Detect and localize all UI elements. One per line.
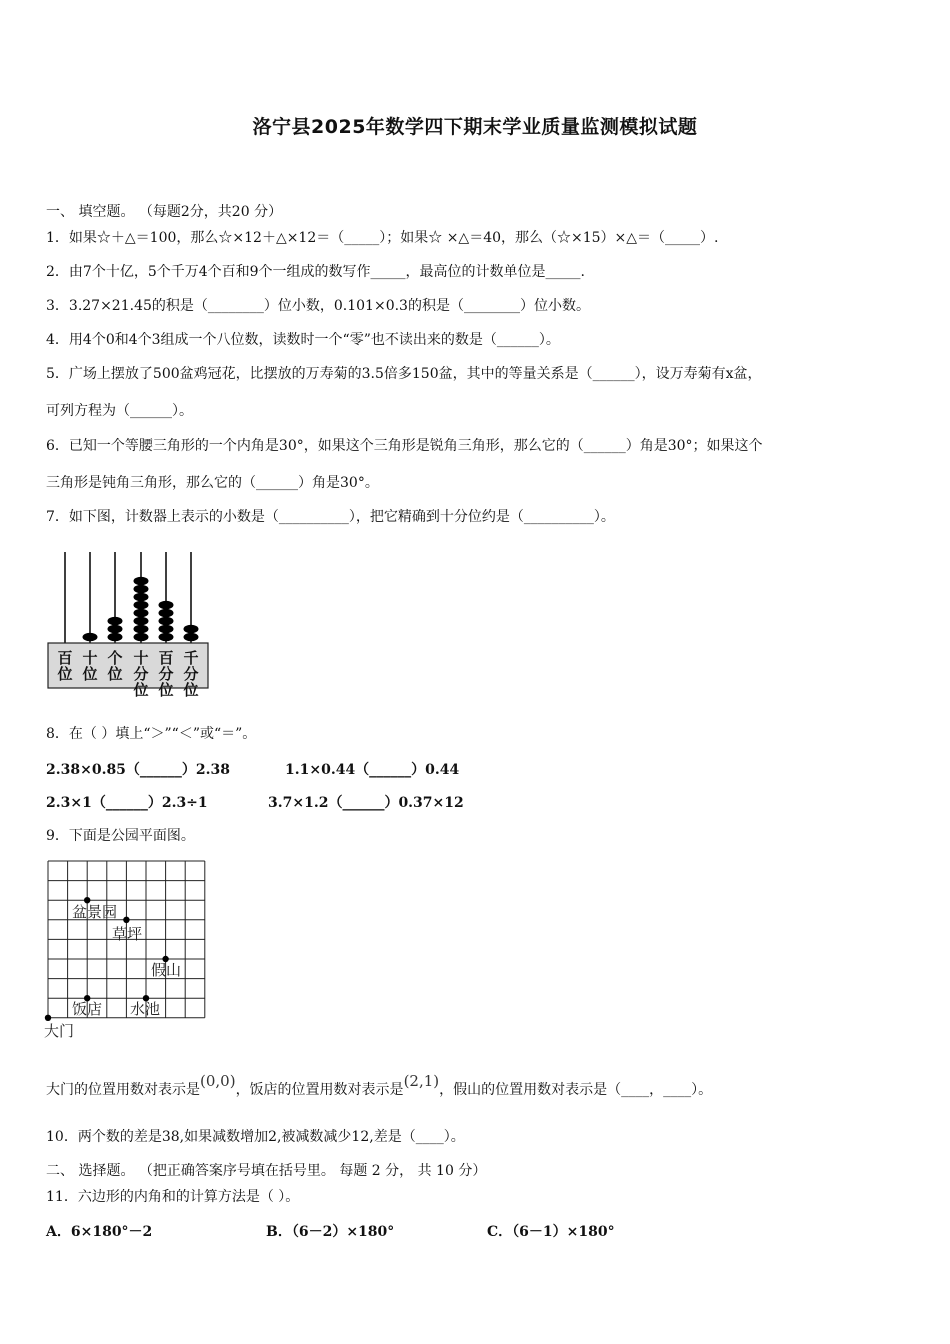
label-fandian: 饭店	[72, 1000, 103, 1018]
abacus-bead	[159, 617, 174, 626]
abacus-label-char: 位	[82, 665, 98, 683]
question-2: 2．由7个十亿，5个千万4个百和9个一组成的数写作_____，最高位的计数单位是_____.	[46, 264, 585, 280]
question-8-stem: 8．在（ ）填上“＞”“＜”或“＝”。	[46, 726, 257, 742]
abacus-bead	[159, 633, 174, 642]
coord-hotel: (2,1)	[403, 1072, 440, 1090]
question-6-line1: 6．已知一个等腰三角形的一个内角是30°，如果这个三角形是锐角三角形，那么它的（______）角是30°；如果这个	[46, 438, 763, 454]
abacus-bead	[134, 617, 149, 626]
question-9-stem: 9．下面是公园平面图。	[46, 828, 195, 844]
abacus-label-char: 分	[183, 665, 199, 683]
abacus-label-char: 十	[82, 649, 98, 667]
label-penjing: 盆景园	[72, 903, 118, 921]
q9-answer-mid: ，饭店的位置用数对表示是	[235, 1082, 404, 1098]
abacus-bead	[108, 617, 123, 626]
abacus-bead	[159, 601, 174, 610]
question-9-answer	[46, 1074, 712, 1105]
q11-option-b: B．（6－2）×180°	[266, 1224, 395, 1240]
q11-option-a: A．6×180°－2	[46, 1224, 153, 1240]
q8-compare-1: 2.38×0.85（______）2.38	[46, 762, 231, 778]
abacus-label-char: 位	[183, 681, 199, 699]
abacus-rods	[65, 552, 199, 643]
abacus-bead	[159, 609, 174, 618]
q9-answer-post: ，假山的位置用数对表示是（____，____）。	[439, 1082, 713, 1098]
abacus-bead	[134, 633, 149, 642]
section2-header: 二、 选择题。 （把正确答案序号填在括号里。 每题 2 分， 共 10 分）	[46, 1163, 487, 1179]
q8-compare-2: 1.1×0.44（______）0.44	[285, 762, 460, 778]
question-5-line1: 5．广场上摆放了500盆鸡冠花，比摆放的万寿菊的3.5倍多150盆，其中的等量关系是（______），设万寿菊有x盆，	[46, 366, 762, 382]
abacus-label-char: 千	[183, 649, 199, 667]
q8-compare-3: 2.3×1（______）2.3÷1	[46, 795, 208, 811]
question-7: 7．如下图，计数器上表示的小数是（__________），把它精确到十分位约是（__________）。	[46, 509, 615, 525]
abacus-label-char: 十	[133, 649, 149, 667]
park-map	[40, 855, 220, 1045]
q9-answer-pre: 大门的位置用数对表示是	[46, 1082, 200, 1098]
point-lawn	[123, 917, 129, 923]
q11-option-c: C．（6－1）×180°	[487, 1224, 615, 1240]
label-damen: 大门	[44, 1022, 75, 1040]
abacus-bead	[184, 625, 199, 634]
abacus-bead	[134, 593, 149, 602]
abacus-label-char: 百	[158, 649, 174, 667]
abacus-bead	[134, 585, 149, 594]
abacus-label-char: 位	[158, 681, 174, 699]
question-3: 3．3.27×21.45的积是（________）位小数，0.101×0.3的积是（________）位小数。	[46, 298, 590, 314]
section1-header: 一、 填空题。 （每题2分，共20 分）	[46, 204, 283, 220]
abacus-label-char: 百	[57, 649, 73, 667]
coord-gate: (0,0)	[200, 1072, 236, 1090]
page-title: 洛宁县2025年数学四下期末学业质量监测模拟试题	[252, 116, 698, 138]
abacus-bead	[108, 633, 123, 642]
abacus-bead	[134, 625, 149, 634]
abacus-label-char: 分	[133, 665, 149, 683]
question-4: 4．用4个0和4个3组成一个八位数，读数时一个“零”也不读出来的数是（______）。	[46, 332, 560, 348]
question-6-line2: 三角形是钝角三角形，那么它的（______）角是30°。	[46, 475, 379, 491]
question-10: 10．两个数的差是38,如果减数增加2,被减数减少12,差是（____）。	[46, 1129, 465, 1145]
question-1: 1．如果☆＋△＝100，那么☆×12＋△×12＝（_____）；如果☆ ×△＝40，那么（☆×15）×△＝（_____）.	[46, 230, 719, 246]
abacus-bead	[159, 625, 174, 634]
abacus-label-char: 位	[133, 681, 149, 699]
abacus-bead	[134, 609, 149, 618]
abacus-bead	[108, 625, 123, 634]
abacus-label-char: 位	[57, 665, 73, 683]
abacus-bead	[83, 633, 98, 642]
point-gate	[45, 1015, 51, 1021]
label-jiashan: 假山	[151, 961, 182, 979]
abacus-bead	[134, 577, 149, 586]
question-5-line2: 可列方程为（______）。	[46, 403, 193, 419]
label-caoping: 草坪	[112, 925, 143, 943]
abacus-figure	[44, 548, 214, 700]
q8-compare-4: 3.7×1.2（______）0.37×12	[268, 795, 464, 811]
abacus-bead	[134, 601, 149, 610]
abacus-label-char: 个	[107, 649, 123, 667]
abacus-label-char: 位	[107, 665, 123, 683]
question-11-stem: 11．六边形的内角和的计算方法是（ ）。	[46, 1189, 300, 1205]
abacus-bead	[184, 633, 199, 642]
abacus-label-char: 分	[158, 665, 174, 683]
label-shuichi: 水池	[130, 1000, 161, 1018]
